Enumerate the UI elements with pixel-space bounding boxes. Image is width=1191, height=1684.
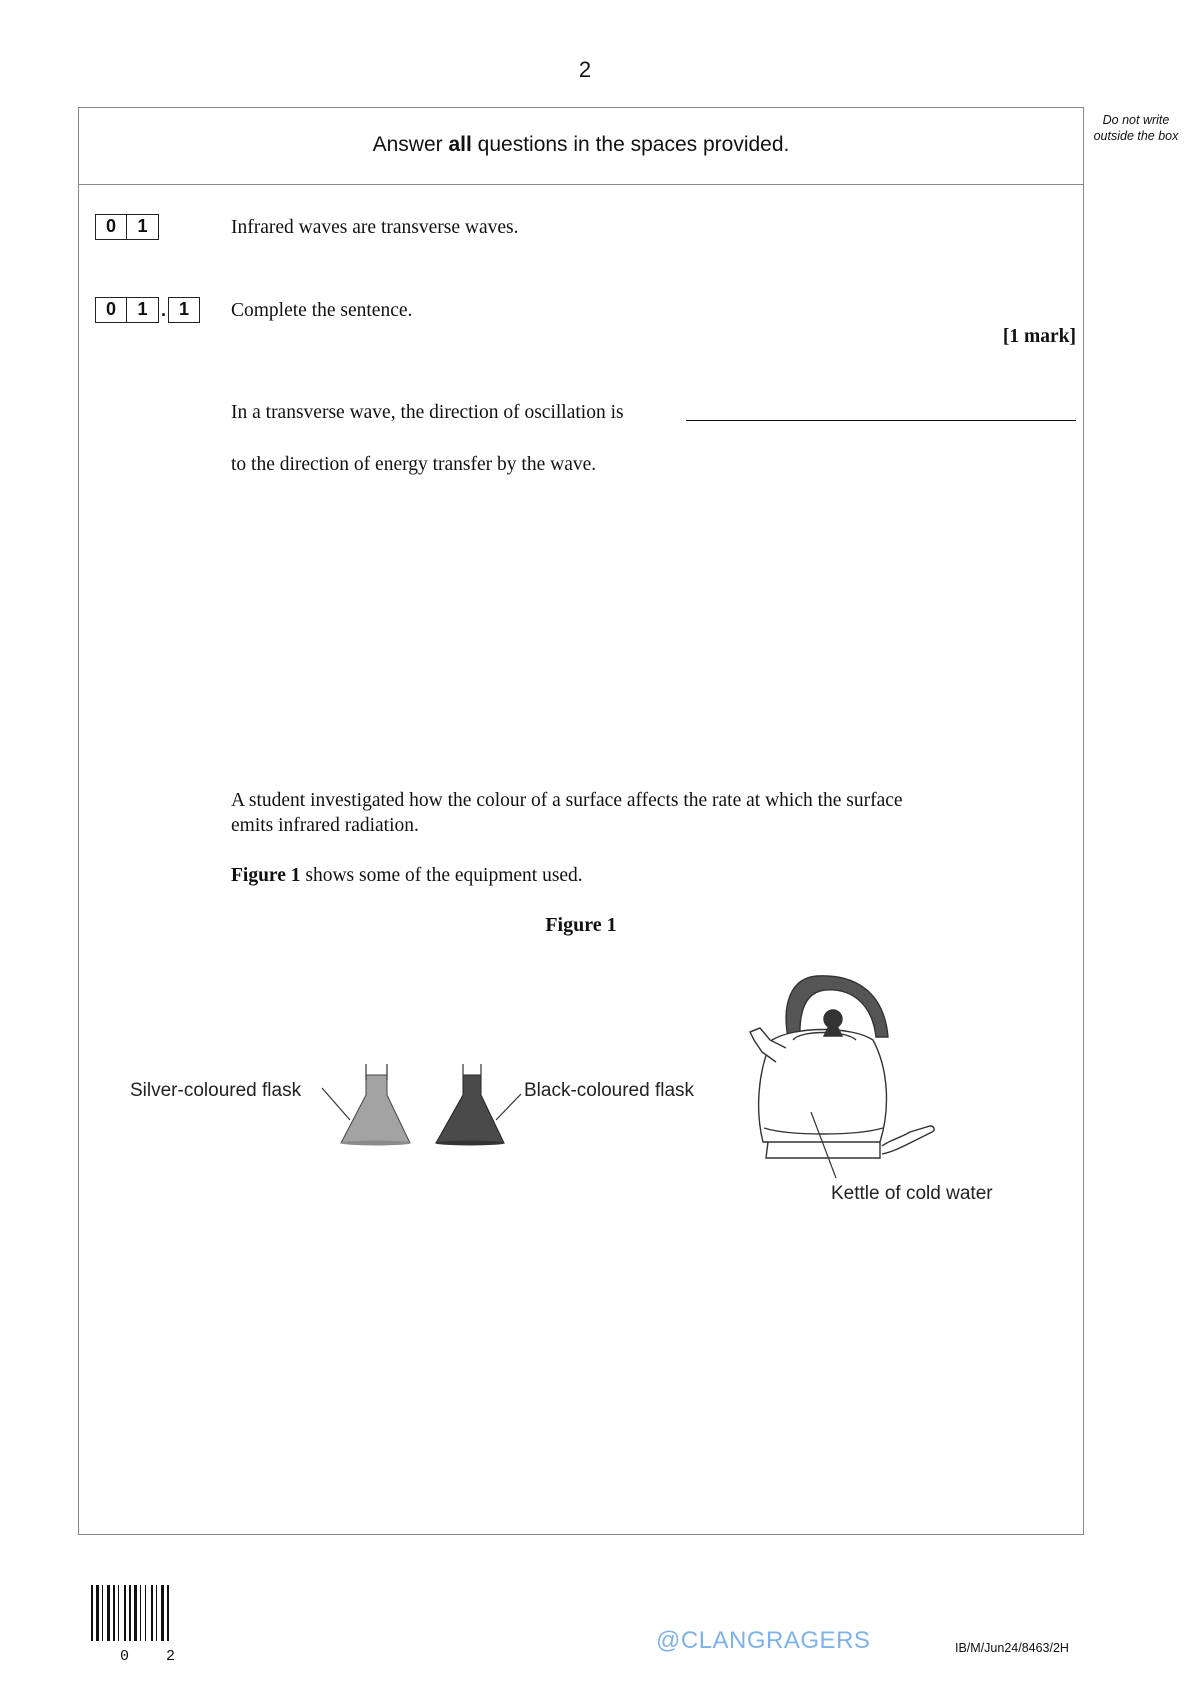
instruction-before: Answer: [372, 133, 449, 156]
context-line-2: emits infrared radiation.: [231, 815, 419, 836]
question-number-dot: .: [160, 300, 166, 320]
question-digit: 1: [127, 297, 159, 323]
label-kettle: Kettle of cold water: [831, 1183, 993, 1204]
barcode-icon: [91, 1585, 169, 1641]
black-flask-icon: [435, 1064, 505, 1146]
sentence-end: to the direction of energy transfer by the wave.: [231, 454, 597, 475]
context-line-1: A student investigated how the colour of a surface affects the rate at which the surface: [231, 790, 903, 811]
figure-reference-bold: Figure 1: [231, 865, 301, 886]
barcode-number: 0 2: [120, 1648, 190, 1665]
instruction-bold: all: [448, 133, 472, 156]
sentence-start: In a transverse wave, the direction of oscillation is: [231, 402, 624, 423]
question-01-text: Infrared waves are transverse waves.: [231, 217, 519, 238]
question-digit: 1: [168, 297, 200, 323]
margin-note: Do not write outside the box: [1093, 113, 1179, 143]
figure-title: Figure 1: [545, 914, 617, 936]
marks-label: [1 mark]: [1002, 326, 1076, 347]
figure-reference-rest: shows some of the equipment used.: [300, 865, 583, 886]
kettle-icon: [750, 976, 934, 1158]
silver-flask-pointer: [322, 1088, 350, 1120]
label-silver-flask: Silver-coloured flask: [130, 1080, 302, 1101]
instruction-after: questions in the spaces provided.: [471, 133, 790, 156]
watermark: @CLANGRAGERS: [656, 1627, 871, 1654]
page-number: 2: [578, 57, 592, 82]
question-digit: 0: [95, 214, 127, 240]
footer-code: IB/M/Jun24/8463/2H: [955, 1641, 1069, 1655]
question-digit: 1: [127, 214, 159, 240]
label-black-flask: Black-coloured flask: [524, 1080, 695, 1101]
question-digit: 0: [95, 297, 127, 323]
question-01-1-instruction: Complete the sentence.: [231, 300, 413, 321]
silver-flask-icon: [341, 1064, 411, 1146]
black-flask-pointer: [496, 1094, 521, 1120]
